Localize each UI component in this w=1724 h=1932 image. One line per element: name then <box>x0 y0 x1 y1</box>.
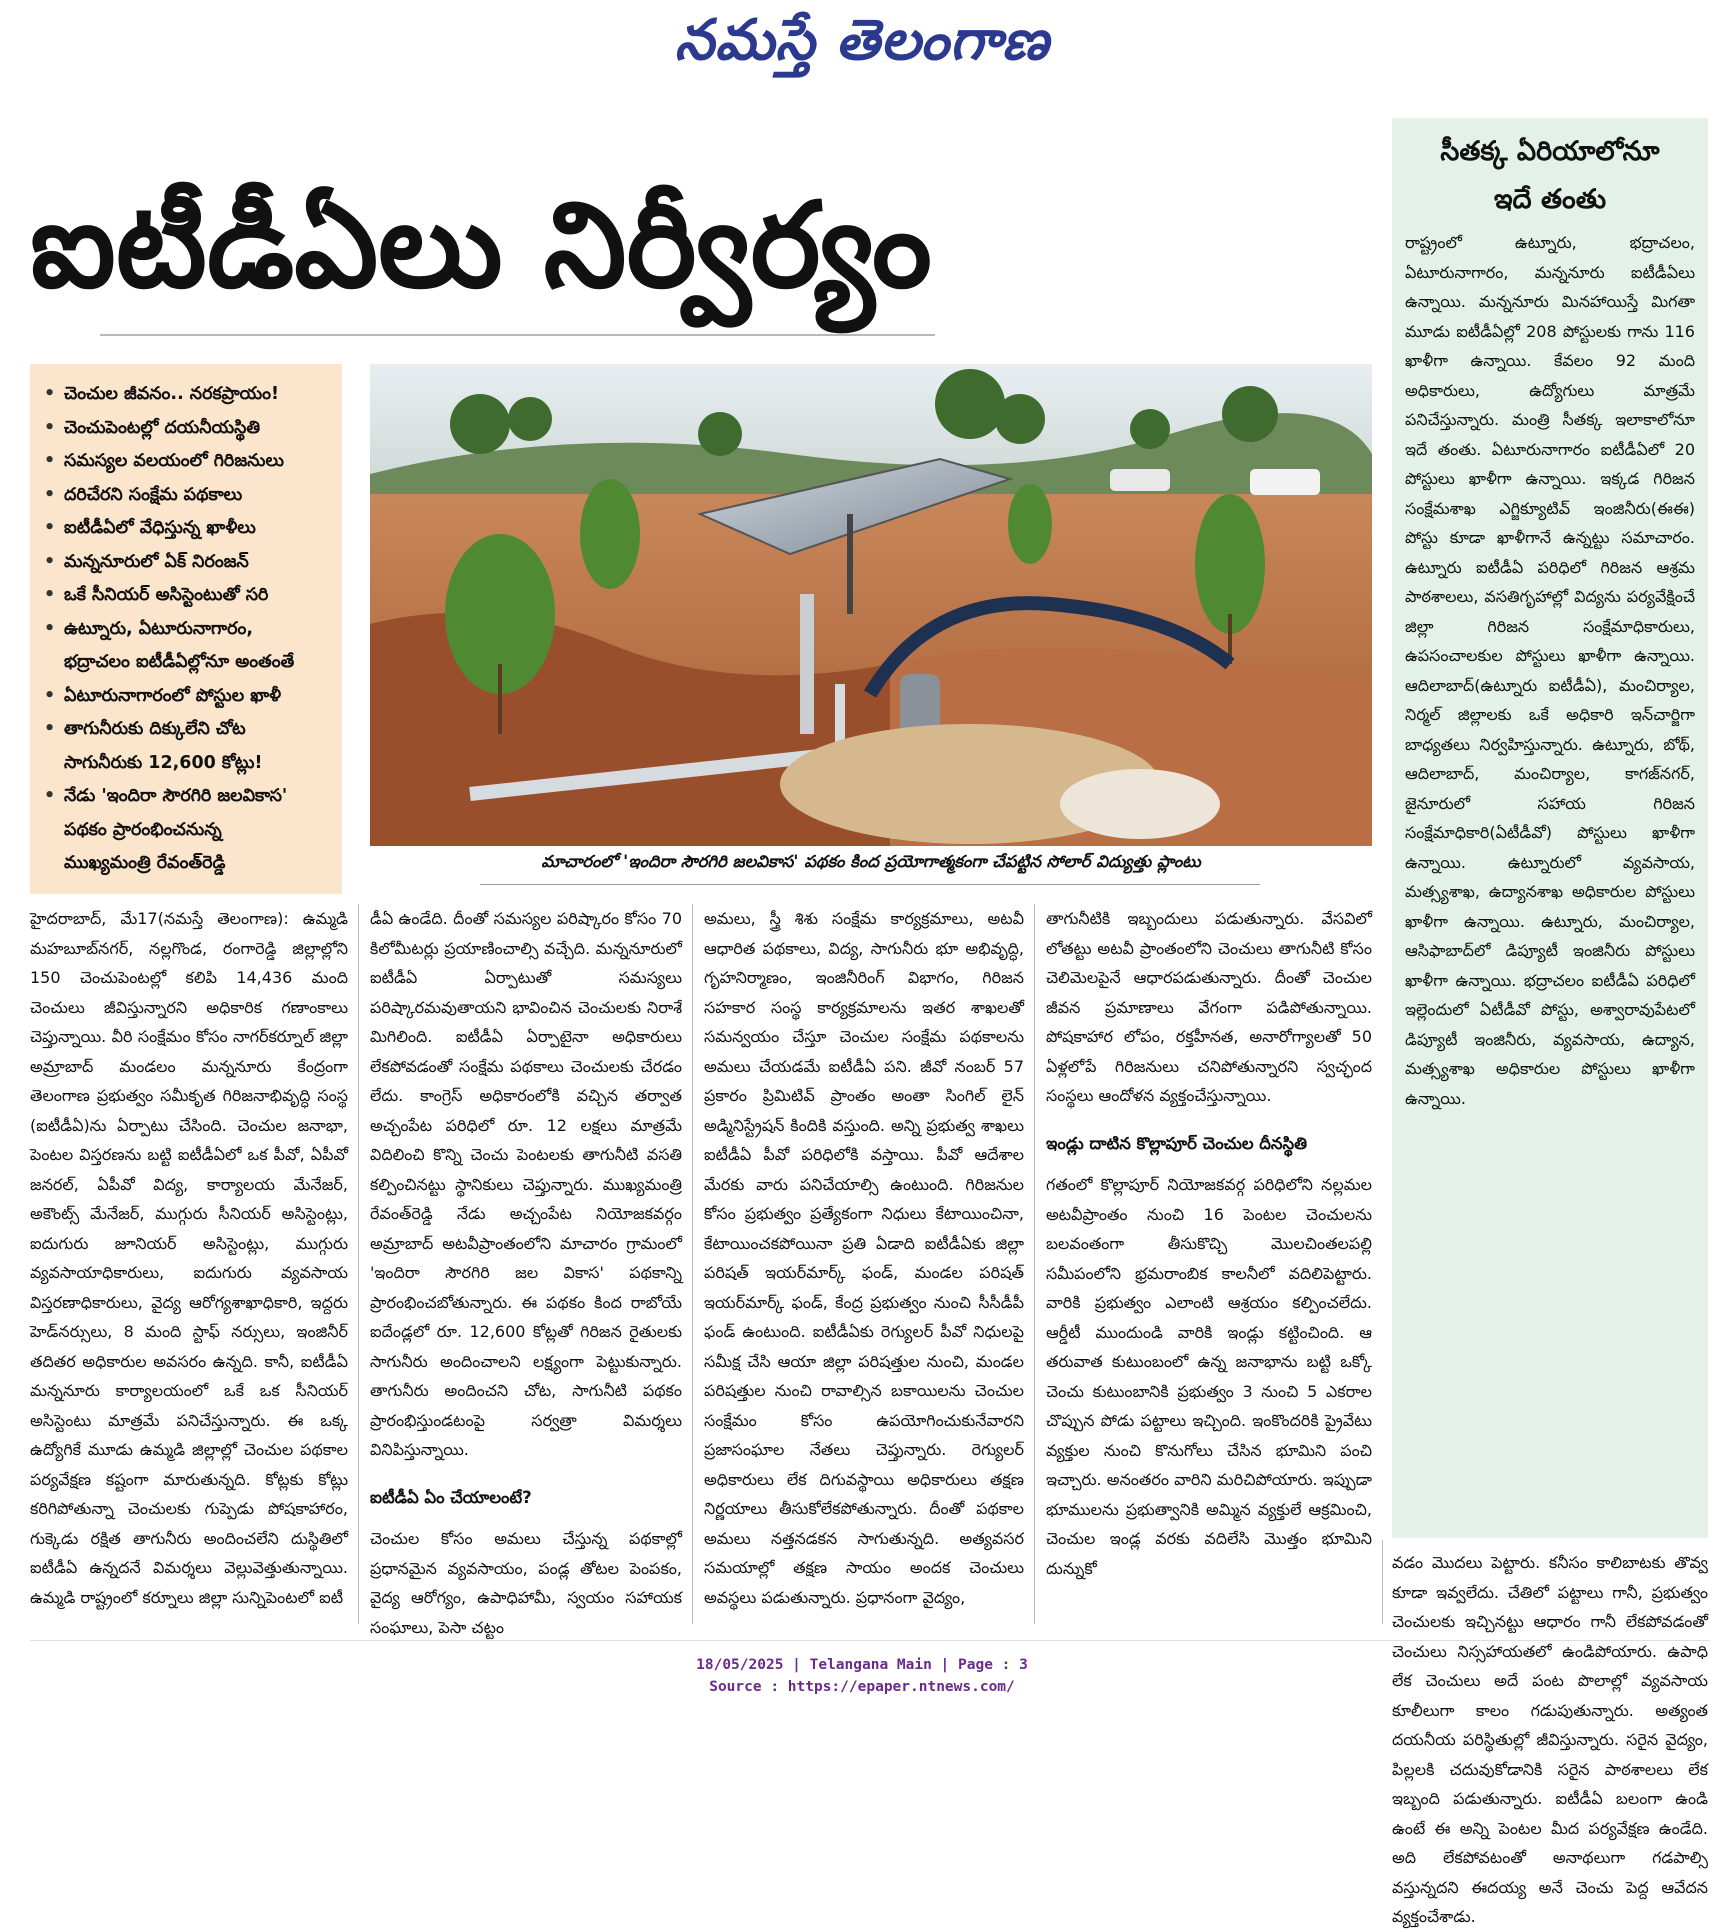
highlight-item <box>44 713 332 747</box>
highlight-item <box>44 546 332 580</box>
photo-caption: మాచారంలో 'ఇందిరా సౌరగిరి జలవికాస' పథకం కింద ప్రయోగాత్మకంగా చేపట్టిన సోలార్ విద్యుత్తు ప్లాంటు <box>541 852 1201 871</box>
article-paragraph: అమలు, స్త్రీ శిశు సంక్షేమ కార్యక్రమాలు, అటవీ ఆధారిత పథకాలు, విద్య, సాగునీరు భూ అభివృద్ధి, గృహనిర్మాణం, ఇంజినీరింగ్ విభాగం, గిరిజన సహకార సంస్థ కార్యక్రమాలను ఇతర శాఖలతో సమన్వయం చేస్తూ చెంచుల సంక్షేమ పథకాలను అమలు చేయడమే ఐటీడీఏ పని. జీవో నంబర్ 57 ప్రకారం ప్రిమిటివ్ ప్రాంతం అంతా సింగిల్ లైన్ అడ్మినిస్ట్రేషన్ కిందికి వస్తుంది. అన్ని ప్రభుత్వ శాఖలు ఐటీడీఏ పీవో పరిధిలోకి వస్తాయి. పీవో ఆదేశాల మేరకు వారు పనిచేయాల్సి ఉంటుంది. గిరిజనుల కోసం ప్రభుత్వం ప్రత్యేకంగా నిధులు కేటాయించినా, కేటాయించకపోయినా ప్రతి ఏడాది ఐటీడీఏకు జిల్లా పరిషత్ ఇయర్‌మార్క్ ఫండ్, మండల పరిషత్ ఇయర్‌మార్క్ ఫండ్, కేంద్ర ప్రభుత్వం నుంచి సీసీడీపీ ఫండ్ ఉంటుంది. ఐటీడీఏకు రెగ్యులర్ పీవో నిధులపై సమీక్ష చేసి ఆయా జిల్లా పరిషత్తుల నుంచి, మండల పరిషత్తుల నుంచి రావాల్సిన బకాయిలను చెంచుల సంక్షేమం కోసం ఉపయోగించుకునేవారని ప్రజాసంఘాల నేతలు చెప్తున్నారు. రెగ్యులర్ అధికారులు లేక దిగువస్థాయి అధికారులు తక్షణ నిర్ణయాలు తీసుకోలేకపోతున్నారు. దీంతో పథకాల అమలు నత్తనడకన సాగుతున్నది. అత్యవసర సమయాల్లో తక్షణ సాయం అందక చెంచులు అవస్థలు పడుతున్నారు. ప్రధానంగా వైద్యం, <box>704 909 1024 1607</box>
footer <box>0 1654 1724 1698</box>
bullet-icon: • <box>44 384 56 404</box>
bullet-icon: • <box>44 786 56 806</box>
highlights-box <box>30 364 342 894</box>
section-subheading: ఐటీడీఏ ఏం చేయాలంటే? <box>370 1487 532 1507</box>
sidebar-title-line1: సీతక్క ఏరియాలోనూ <box>1440 136 1660 167</box>
sidebar-title-line2: ఇదే తంతు <box>1493 184 1607 215</box>
bullet-icon: • <box>44 551 56 572</box>
sidebar-body: రాష్ట్రంలో ఉట్నూరు, భద్రాచలం, ఏటూరునాగారం, మన్ననూరు ఐటీడీఏలు ఉన్నాయి. మన్ననూరు మినహాయిస్తే మిగతా మూడు ఐటీడీఏల్లో 208 పోస్టులకు గాను 116 ఖాళీగా ఉన్నాయి. కేవలం 92 మంది అధికారులు, ఉద్యోగులు మాత్రమే పనిచేస్తున్నారు. మంత్రి సీతక్క ఇలాకాలోనూ ఇదే తంతు. ఏటూరునాగారం ఐటీడీఏలో 20 పోస్టులు ఖాళీగా ఉన్నాయి. ఇక్కడ గిరిజన సంక్షేమశాఖ ఎగ్జిక్యూటివ్ ఇంజినీరు(ఈఈ) పోస్టు కూడా ఖాళీగానే ఉన్నట్టు సమాచారం. ఉట్నూరు ఐటీడీఏ పరిధిలో గిరిజన ఆశ్రమ పాఠశాలలు, వసతిగృహాల్లో విద్యను పర్యవేక్షించే జిల్లా గిరిజన సంక్షేమాధికారులు, ఉపసంచాలకుల పోస్టులు ఖాళీగా ఉన్నాయి. ఆదిలాబాద్(ఉట్నూరు ఐటీడీఏ), మంచిర్యాల, నిర్మల్ జిల్లాలకు ఒకే అధికారి ఇన్‌చార్జిగా బాధ్యతలు నిర్వహిస్తున్నారు. ఉట్నూరు, బోథ్, ఆదిలాబాద్, మంచిర్యాల, కాగజ్‌నగర్, జైనూరులో సహాయ గిరిజన సంక్షేమాధికారి(ఏటీడీవో) పోస్టులు ఖాళీగా ఉన్నాయి. ఉట్నూరులో వ్యవసాయ, మత్స్యశాఖ, ఉద్యానశాఖ అధికారుల పోస్టులు ఖాళీగా ఉన్నాయి. ఉట్నూరు, మంచిర్యాల, ఆసిఫాబాద్‌లో డిప్యూటీ ఇంజినీరు పోస్టులు ఖాళీగా ఉన్నాయి. భద్రాచలం ఐటీడీఏ పరిధిలో ఇల్లెందులో ఏటీడీవో పోస్టు, అశ్వారావుపేటలో డిప్యూటీ ఇంజినీరు, వ్యవసాయ, ఉద్యాన, మత్స్యశాఖ అధికారుల పోస్టులు ఖాళీగా ఉన్నాయి. <box>1405 233 1695 1108</box>
sidebar-title <box>1392 128 1708 224</box>
bullet-icon: • <box>44 484 56 505</box>
highlight-item <box>44 378 332 412</box>
article-paragraph: తాగునీటికి ఇబ్బందులు పడుతున్నారు. వేసవిలో లోతట్టు అటవీ ప్రాంతంలోని చెంచులు తాగునీటి కోసం చెలిమెలపైనే ఆధారపడుతున్నారు. దీంతో చెంచుల జీవన ప్రమాణాలు వేగంగా పడిపోతున్నాయి. పోషకాహార లోపం, రక్తహీనత, అనారోగ్యాలతో 50 ఏళ్లలోపే గిరిజనులు చనిపోతున్నారని స్వచ్ఛంద సంస్థలు ఆందోళన వ్యక్తంచేస్తున్నాయి. <box>1046 909 1372 1105</box>
article-paragraph: వడం మొదలు పెట్టారు. కనీసం కాలిబాటకు తొవ్వ కూడా ఇవ్వలేదు. చేతిలో పట్టాలు గానీ, ప్రభుత్వం చెంచులకు ఇచ్చినట్టు ఆధారం గానీ లేకపోవడంతో చెంచులు నిస్సహాయతలో ఉండిపోయారు. ఉపాధి లేక చెంచులు అదే పంట పొలాల్లో వ్యవసాయ కూలీలుగా కాలం గడుపుతున్నారు. అత్యంత దయనీయ పరిస్థితుల్లో జీవిస్తున్నారు. సరైన వైద్యం, పిల్లలకి చదువుకోడానికి సరైన పాఠశాలలు లేక ఇబ్బంది పడుతున్నారు. ఐటీడీఏ బలంగా ఉండి ఉంటే ఈ అన్ని పెంటల మీద పర్యవేక్షణ ఉండేది. అది లేకపోవటంతో అనాథలుగా గడపాల్సి వస్తున్నదని ఈదయ్య అనే చెంచు పెద్ద ఆవేదన వ్యక్తంచేశాడు. <box>1392 1553 1708 1926</box>
bullet-icon: • <box>44 451 56 471</box>
article-column-5 <box>1392 1548 1708 1932</box>
highlight-text: ముఖ్యమంత్రి రేవంత్‌రెడ్డి <box>64 853 226 873</box>
bullet-icon: • <box>44 585 56 605</box>
highlight-item <box>44 512 332 546</box>
footer-source: Source : https://epaper.ntnews.com/ <box>709 1679 1015 1695</box>
highlight-text: ఉట్నూరు, ఏటూరునాగారం, <box>64 618 254 639</box>
footer-rule <box>30 1640 1710 1641</box>
headline-rule <box>100 334 935 336</box>
highlight-item <box>44 412 332 446</box>
column-divider <box>1382 1540 1383 1624</box>
solar-plant-photo <box>370 364 1372 846</box>
section-subheading: ఇండ్లు దాటిన కొల్లాపూర్ చెంచుల దీనస్థితి <box>1046 1133 1307 1153</box>
headline: ఐటీడీఏలు నిర్వీర్యం <box>30 176 932 314</box>
article-column-4 <box>1046 904 1372 1583</box>
article-paragraph: చెంచుల కోసం అమలు చేస్తున్న పథకాల్లో ప్రధానమైన వ్యవసాయం, పండ్ల తోటల పెంపకం, వైద్య ఆరోగ్యం, ఉపాధిహామీ, స్వయం సహాయక సంఘాలు, పెసా చట్టం <box>370 1529 682 1637</box>
highlight-text: ఐటీడీఏలో వేధిస్తున్న ఖాళీలు <box>64 518 256 538</box>
bullet-icon: • <box>44 518 56 538</box>
highlight-text: సాగునీరుకు 12,600 కోట్లు! <box>64 752 263 773</box>
footer-date-edition: 18/05/2025 | Telangana Main | Page : 3 <box>696 1657 1028 1673</box>
highlight-text: దరిచేరని సంక్షేమ పథకాలు <box>64 484 243 505</box>
bullet-icon: • <box>44 685 56 706</box>
masthead-logo: నమస్తే తెలంగాణ <box>674 8 1050 73</box>
column-divider <box>1034 904 1035 1624</box>
highlight-item <box>44 814 332 848</box>
highlight-item <box>44 847 332 881</box>
bullet-icon: • <box>44 618 56 639</box>
highlight-item <box>44 479 332 513</box>
highlight-item <box>44 579 332 613</box>
highlight-item <box>44 680 332 714</box>
column-divider <box>358 904 359 1624</box>
article-column-1 <box>30 904 348 1612</box>
highlight-item <box>44 646 332 680</box>
article-column-3 <box>704 904 1024 1612</box>
highlight-item <box>44 613 332 647</box>
bullet-icon: • <box>44 417 56 438</box>
solar-plant-photo-illustration <box>370 364 1372 846</box>
article-paragraph: గతంలో కొల్లాపూర్ నియోజకవర్గ పరిధిలోని నల్లమల అటవీప్రాంతం నుంచి 16 పెంటల చెంచులను బలవంతంగా తీసుకొచ్చి మొలచింతలపల్లి సమీపంలోని భ్రమరాంబిక కాలనీలో వదిలిపెట్టారు. వారికి ప్రభుత్వం ఎలాంటి ఆశ్రయం కల్పించలేదు. ఆర్డీటీ ముందుండి వారికి ఇండ్లు కట్టించింది. ఆ తరువాత కుటుంబంలో ఉన్న జనాభాను బట్టి ఒక్కో చెంచు కుటుంబానికి ప్రభుత్వం 3 నుంచి 5 ఎకరాల చొప్పున పోడు పట్టాలు ఇచ్చింది. ఇంకొందరికి ప్రైవేటు వ్యక్తుల నుంచి కొనుగోలు చేసిన భూమిని పంచి ఇచ్చారు. అనంతరం వారిని మరిచిపోయారు. ఇప్పుడా భూములను ప్రభుత్వానికి అమ్మిన వ్యక్తులే ఆక్రమించి, చెంచుల ఇండ్ల వరకు వదిలేసి మొత్తం భూమిని దున్నుకో <box>1046 1175 1372 1578</box>
highlight-text: తాగునీరుకు దిక్కులేని చోట <box>64 719 246 739</box>
highlight-item <box>44 747 332 781</box>
highlight-text: సమస్యల వలయంలో గిరిజనులు <box>64 451 284 471</box>
article-column-2 <box>370 904 682 1642</box>
article-paragraph: హైదరాబాద్, మే17(నమస్తే తెలంగాణ): ఉమ్మడి మహబూబ్‌నగర్, నల్లగొండ, రంగారెడ్డి జిల్లాల్లోని 150 చెంచుపెంటల్లో కలిపి 14,436 మంది చెంచులు జీవిస్తున్నారని అధికారిక గణాంకాలు చెప్తున్నాయి. వీరి సంక్షేమం కోసం నాగర్‌కర్నూల్ జిల్లా అమ్రాబాద్ మండలం మన్ననూరు కేంద్రంగా తెలంగాణ ప్రభుత్వం సమీకృత గిరిజనాభివృద్ధి సంస్థ (ఐటీడీఏ)ను ఏర్పాటు చేసింది. చెంచుల జనాభా, పెంటల విస్తరణను బట్టి ఐటీడీఏలో ఒక పీవో, ఏపీవో జనరల్, ఏపీవో విద్య, కార్యాలయ మేనేజర్, అకౌంట్స్ మేనేజర్, ముగ్గురు సీనియర్ అసిస్టెంట్లు, ఐదుగురు జూనియర్ అసిస్టెంట్లు, ముగ్గురు వ్యవసాయాధికారులు, ఐదుగురు వ్యవసాయ విస్తరణాధికారులు, వైద్య ఆరోగ్యశాఖాధికారి, ఇద్దరు హెడ్‌నర్సులు, 8 మంది స్టాఫ్ నర్సులు, ఇంజినీర్ తదితర అధికారుల అవసరం ఉన్నది. కానీ, ఐటీడీఏ మన్ననూరు కార్యాలయంలో ఒకే ఒక సీనియర్ అసిస్టెంటు మాత్రమే పనిచేస్తున్నారు. ఈ ఒక్క ఉద్యోగికే మూడు ఉమ్మడి జిల్లాల్లో చెంచుల పథకాల పర్యవేక్షణ కష్టంగా మారుతున్నది. కోట్లకు కోట్లు కరిగిపోతున్నా చెంచులకు గుప్పెడు పోషకాహారం, గుక్కెడు రక్షిత తాగునీరు అందించలేని దుస్థితిలో ఐటీడీఏ ఉన్నదనే విమర్శలు వెల్లువెత్తుతున్నాయి. ఉమ్మడి రాష్ట్రంలో కర్నూలు జిల్లా సున్నిపెంటలో ఐటీ <box>30 909 348 1607</box>
highlight-item <box>44 780 332 814</box>
column-divider <box>692 904 693 1624</box>
highlight-text: మన్ననూరులో ఏక్ నిరంజన్ <box>64 551 249 572</box>
article-paragraph: డీఏ ఉండేది. దీంతో సమస్యల పరిష్కారం కోసం 70 కిలోమీటర్లు ప్రయాణించాల్సి వచ్చేది. మన్ననూరులో ఐటీడీఏ ఏర్పాటుతో సమస్యలు పరిష్కారమవుతాయని భావించిన చెంచులకు నిరాశే మిగిలింది. ఐటీడీఏ ఏర్పాటైనా అధికారులు లేకపోవడంతో సంక్షేమ పథకాలు చెంచులకు చేరడం లేదు. కాంగ్రెస్ అధికారంలోకి వచ్చిన తర్వాత అచ్చంపేట పరిధిలో రూ. 12 లక్షలు మాత్రమే విదిలించి కొన్ని చెంచు పెంటలకు తాగునీటి వసతి కల్పించినట్టు స్థానికులు చెప్తున్నారు. ముఖ్యమంత్రి రేవంత్‌రెడ్డి నేడు అచ్చంపేట నియోజకవర్గం అమ్రాబాద్ అటవీప్రాంతంలోని మాచారం గ్రామంలో 'ఇందిరా సౌరగిరి జల వికాస' పథకాన్ని ప్రారంభించబోతున్నారు. ఈ పథకం కింద రాబోయే ఐదేండ్లలో రూ. 12,600 కోట్లతో గిరిజన రైతులకు సాగునీరు అందించాలని లక్ష్యంగా పెట్టుకున్నారు. తాగునీరు అందించని చోట, సాగునీటి పథకం ప్రారంభిస్తుండటంపై సర్వత్రా విమర్శలు వినిపిస్తున్నాయి. <box>370 909 682 1459</box>
highlight-text: నేడు 'ఇందిరా సౌరగిరి జలవికాస' <box>64 786 288 806</box>
highlight-text: చెంచుల జీవనం.. నరకప్రాయం! <box>64 384 280 404</box>
highlight-item <box>44 445 332 479</box>
highlight-text: ఏటూరునాగారంలో పోస్టుల ఖాళీ <box>64 685 282 706</box>
caption-rule <box>480 884 1260 885</box>
highlight-text: భద్రాచలం ఐటీడీఏల్లోనూ అంతంతే <box>64 652 295 672</box>
highlight-text: చెంచుపెంటల్లో దయనీయస్థితి <box>64 417 261 438</box>
highlight-text: ఒకే సీనియర్ అసిస్టెంటుతో సరి <box>64 585 269 605</box>
highlight-text: పథకం ప్రారంభించనున్న <box>64 819 222 840</box>
bullet-icon: • <box>44 719 56 739</box>
